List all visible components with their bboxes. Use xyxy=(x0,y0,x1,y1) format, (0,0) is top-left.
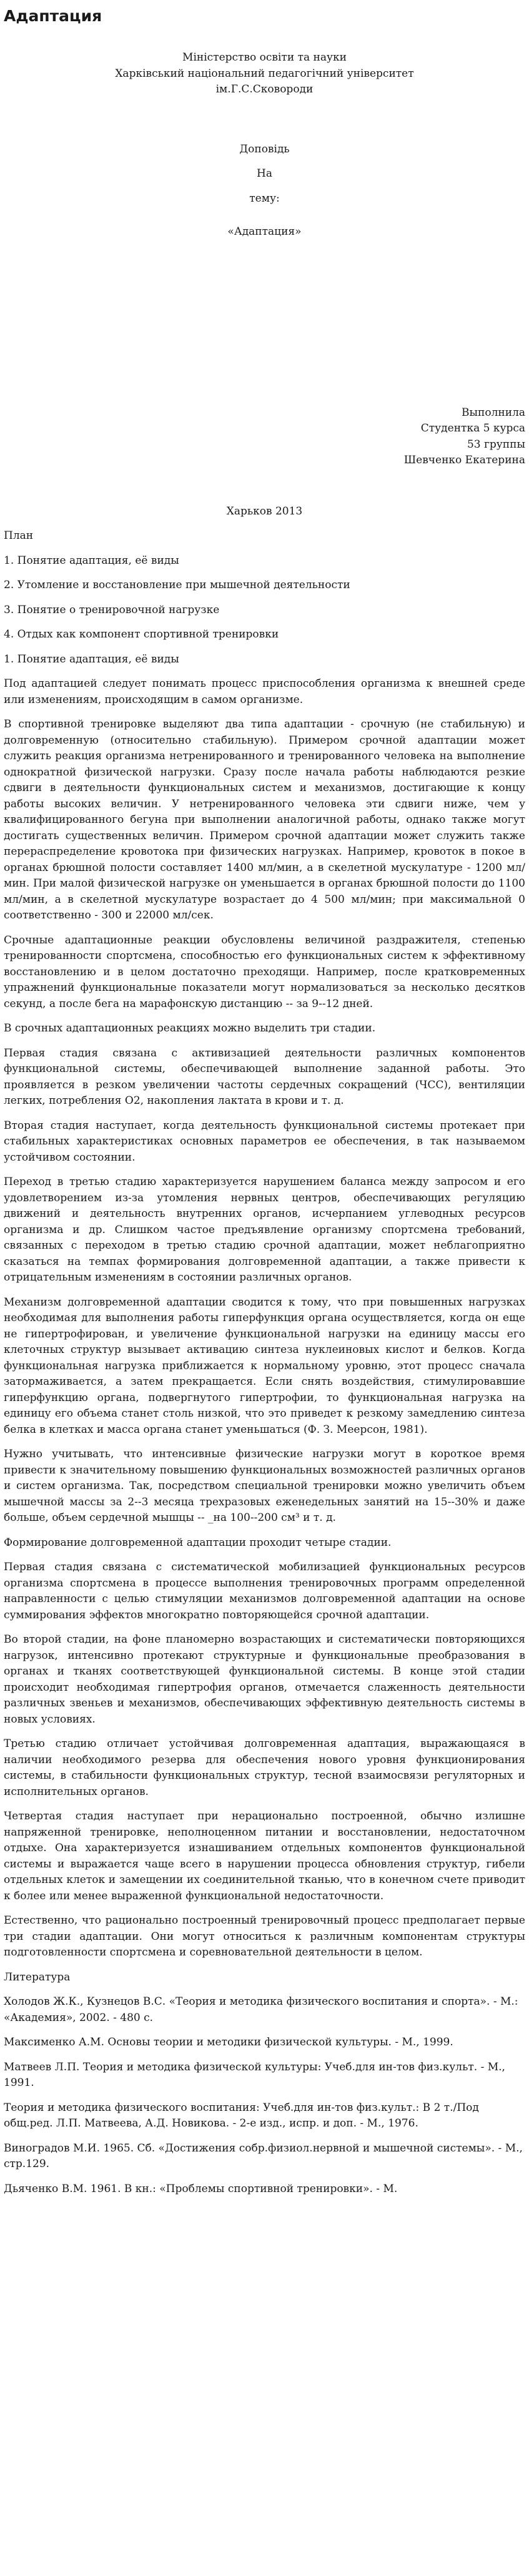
cover-topic-block xyxy=(4,142,525,240)
literature-item: Теория и методика физического воспитания: Учеб.для ин-тов физ.культ.: В 2 т./Под общ.ред. Л.П. Матвеева, А.Д. Новикова. - 2-е изд., испр. и доп. - М., 1976. xyxy=(4,2101,479,2130)
paragraph: Формирование долговременной адаптации проходит четыре стадии. xyxy=(4,1536,392,1549)
paragraph: Нужно учитывать, что интенсивные физические нагрузки могут в короткое время привести к значительному повышению функциональных возможностей различных органов и систем организма. Так, посредством специальной тренировки можно увеличить объем мышечной массы за 2--3 месяца трехразовых еженедельных занятий на 15--30% и даже больше, объем сердечной мышцы -- _на 100--200 см³ и т. д. xyxy=(4,1448,525,1524)
literature-item: Максименко А.М. Основы теории и методики физической культуры. - М., 1999. xyxy=(4,2036,453,2048)
paragraph: Четвертая стадия наступает при нерационально построенной, обычно излишне напряженной тренировке, неполноценном питании и восстановлении, недостаточном отдыхе. Она характеризуется изнашиванием отдельных компонентов функциональной системы и выражается чаще всего в нарушении процесса обновления структур, гибели отдельных клеток и замещении их соединительной тканью, что в конечном счете приводит к более или менее выраженной функциональной недостаточности. xyxy=(4,1810,525,1902)
paragraph: Первая стадия связана с активизацией деятельности различных компонентов функциональной системы, обеспечивающей выполнение заданной работы. Это проявляется в резком увеличении частоты сердечных сокращений (ЧСС), вентиляции легких, потребления О2, накопления лактата в крови и т. д. xyxy=(4,1046,525,1107)
cover-city-year: Харьков 2013 xyxy=(226,504,303,518)
plan-item: 4. Отдых как компонент спортивной тренировки xyxy=(4,628,279,641)
cover-author-course: Студентка 5 курса xyxy=(420,422,525,435)
section-body xyxy=(4,676,525,1961)
cover-doc-type: Доповідь xyxy=(239,142,290,155)
paragraph: Переход в третью стадию характеризуется нарушением баланса между запросом и его удовлетворением из-за утомления нервных центров, обеспечивающих регуляцию движений и деятельность внутренних органов, исчерпанием углеводных ресурсов организма и др. Слишком частое предъявление организму спортсмена требований, связанных с переходом в третью стадию срочной адаптации, может неблагоприятно сказаться на темпах формирования долговременной адаптации, а также привести к отрицательным изменениям в состоянии различных органов. xyxy=(4,1176,525,1284)
literature-item: Матвеев Л.П. Теория и методика физической культуры: Учеб.для ин-тов физ.культ. - М., 1991. xyxy=(4,2060,505,2089)
paragraph: В срочных адаптационных реакциях можно выделить три стадии. xyxy=(4,1022,376,1035)
plan-section xyxy=(4,528,525,643)
cover-university: Харківський національний педагогічний університет xyxy=(115,67,414,80)
page-title: Адаптация xyxy=(4,7,102,25)
cover-author-group: 53 группы xyxy=(467,438,525,451)
cover-ministry: Міністерство освіти та науки xyxy=(182,51,347,64)
plan-item: 3. Понятие о тренировочной нагрузке xyxy=(4,603,220,616)
cover-named-after: ім.Г.С.Сковороди xyxy=(215,83,314,96)
paragraph: Под адаптацией следует понимать процесс приспособления организма к внешней среде или изменениям, происходящим в самом организме. xyxy=(4,677,525,706)
document-body xyxy=(0,29,529,2197)
section-heading: 1. Понятие адаптация, её виды xyxy=(4,652,179,666)
cover-topic-label: тему: xyxy=(249,192,280,205)
literature-item: Виноградов М.И. 1965. Сб. «Достижения собр.физиол.нервной и мышечной системы». - М., стр.129. xyxy=(4,2141,523,2170)
paragraph: Срочные адаптационные реакции обусловлены величиной раздражителя, степенью тренированности спортсмена, способностью его функциональных систем к эффективному восстановлению и в целом достаточно преходящи. Например, после кратковременных упражнений функциональные показатели могут нормализоваться за несколько десятков секунд, а после бега на марафонскую дистанцию -- за 9--12 дней. xyxy=(4,933,525,1010)
cover-author-name: Шевченко Екатерина xyxy=(403,454,525,466)
cover-header xyxy=(4,50,525,98)
plan-item: 2. Утомление и восстановление при мышечной деятельности xyxy=(4,579,350,591)
cover-author-role: Выполнила xyxy=(462,406,525,419)
cover-on: На xyxy=(257,167,272,180)
cover-author-block xyxy=(4,405,525,469)
paragraph: В спортивной тренировке выделяют два типа адаптации - срочную (не стабильную) и долговременную (относительно стабильную). Примером срочной адаптации может служить реакция организма нетренированного и тренированного человека на выполнение однократной физической нагрузки. Сразу после начала работы наблюдаются резкие сдвиги в деятельности функциональных систем и механизмов, достигающие к концу работы высоких величин. У нетренированного человека эти сдвиги ниже, чем у квалифицированного бегуна при выполнении аналогичной работы, однако также могут достигать существенных величин. Примером срочной адаптации может служить также перераспределение кровотока при физических нагрузках. Например, кровоток в покое в органах брюшной полости составляет 1400 мл/мин, а в скелетной мускулатуре - 1200 мл/мин. При малой физической нагрузке он уменьшается в органах брюшной полости до 1100 мл/мин, а в скелетной мускулатуре возрастает до 4 500 мл/мин; при максимальной 0 соответственно - 300 и 22000 мл/сек. xyxy=(4,718,525,922)
paragraph: Вторая стадия наступает, когда деятельность функциональной системы протекает при стабильных характеристиках основных параметров ее обеспечения, в так называемом устойчивом состоянии. xyxy=(4,1119,525,1164)
plan-item: 1. Понятие адаптация, её виды xyxy=(4,554,179,567)
literature-section xyxy=(4,1970,525,2198)
paragraph: Во второй стадии, на фоне планомерно возрастающих и систематически повторяющихся нагрузок, интенсивно протекают структурные и функциональные преобразования в органах и тканях соответствующей функциональной системы. В конце этой стадии происходит необходимая гипертрофия органов, отмечается слаженность деятельности различных звеньев и механизмов, обеспечивающих эффективную деятельность системы в новых условиях. xyxy=(4,1633,525,1726)
literature-item: Дьяченко В.М. 1961. В кн.: «Проблемы спортивной тренировки». - М. xyxy=(4,2182,398,2195)
plan-heading: План xyxy=(4,529,34,542)
paragraph: Естественно, что рационально построенный тренировочный процесс предполагает первые три стадии адаптации. Они могут относиться к различным компонентам структуры подготовленности спортсмена и соревновательной деятельности в целом. xyxy=(4,1914,525,1959)
paragraph: Механизм долговременной адаптации сводится к тому, что при повышенных нагрузках необходимая для выполнения работы гиперфункция органа осуществляется, когда он еще не гипертрофирован, и увеличение функциональной нагрузки на единицу массы его клеточных структур вызывает активацию синтеза нуклеиновых кислот и белков. Когда функциональная нагрузка приближается к нормальному уровню, этот процесс сначала затормаживается, а затем прекращается. Если снять воздействия, стимулировавшие гиперфункцию органа, подвергнутого гипертрофии, то функциональная нагрузка на единицу его объема станет столь низкой, что это приведет к резкому замедлению синтеза белка в клетках и масса органа станет уменьшаться (Ф. З. Меерсон, 1981). xyxy=(4,1295,525,1436)
literature-item: Холодов Ж.К., Кузнецов В.С. «Теория и методика физического воспитания и спорта». - М.: «Академия», 2002. - 480 с. xyxy=(4,1995,518,2024)
literature-heading: Литература xyxy=(4,1970,71,1984)
paragraph: Первая стадия связана с систематической мобилизацией функциональных ресурсов организма спортсмена в процессе выполнения тренировочных программ определенной направленности с целью стимуляции механизмов долговременной адаптации на основе суммирования эффектов многократно повторяющейся срочной адаптации. xyxy=(4,1561,525,1621)
cover-topic: «Адаптация» xyxy=(227,225,302,238)
paragraph: Третью стадию отличает устойчивая долговременная адаптация, выражающаяся в наличии необходимого резерва для обеспечения нового уровня функционирования системы, в стабильности функциональных структур, тесной взаимосвязи регуляторных и исполнительных органов. xyxy=(4,1738,525,1798)
